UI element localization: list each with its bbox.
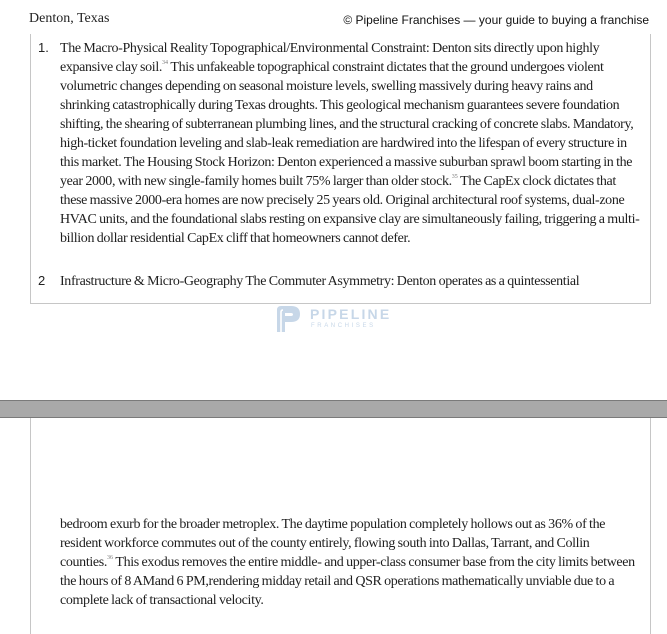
- list-number: 1.: [38, 40, 49, 55]
- logo-wordmark: PIPELINE: [310, 306, 392, 322]
- footnote-ref: 36: [107, 555, 114, 561]
- footnote-ref: 35: [451, 174, 458, 180]
- copyright-banner: © Pipeline Franchises — your guide to buying a franchise: [343, 13, 649, 27]
- paragraph-text: This exodus removes the entire middle- and upper-class consumer base from the city limits between the hours of 8 AMand 6 PM,rendering midday retail and QSR operations mathematically unviable due to a complete lack of transactional velocity.: [60, 555, 635, 608]
- paragraph-text: bedroom exurb for the broader metroplex. The daytime population completely hollows out as 36% of the resident workforce commutes out of the county entirely, flowing south into Dallas, Tarrant, and Collin counties.: [60, 517, 606, 570]
- item-text: This unfakeable topographical constraint dictates that the ground undergoes violent volumetric changes depending on seasonal moisture levels, swelling massively during heavy rains and shrinking catastrophically during Texas droughts. This geological mechanism guarantees severe foundation shifting, the shearing of subterranean plumbing lines, and the structural cracking of concrete slabs. Mandatory, high-ticket foundation leveling and slab-leak remediation are hardwired into the lifespan of every structure in this market. The Housing Stock Horizon: Denton experienced a massive suburban sprawl boom starting in the year 2000, with new single-family homes built 75% larger than older stock.: [60, 60, 634, 189]
- list-number: 2: [38, 273, 46, 288]
- continued-paragraph: [60, 515, 644, 610]
- pipeline-logo-icon: [274, 304, 304, 334]
- item-text: The CapEx clock dictates that these massive 2000-era homes are now precisely 25 years old. Original architectural roof systems, dual-zone HVAC units, and the foundational slabs resting on expansive clay are simultaneously failing, triggering a multi-billion dollar residential CapEx cliff that homeowners cannot defer.: [60, 174, 640, 246]
- list-item: [60, 39, 644, 248]
- item-text: The Macro-Physical Reality Topographical/Environmental Constraint: Denton sits directly upon highly expansive clay soil.: [60, 41, 600, 75]
- page-separator: [0, 400, 667, 418]
- document-page-bottom: [0, 418, 667, 634]
- document-title: Denton, Texas: [29, 11, 110, 26]
- list-item: Infrastructure & Micro-Geography The Commuter Asymmetry: Denton operates as a quintessential: [60, 274, 580, 289]
- footnote-ref: 34: [162, 60, 169, 66]
- pipeline-logo: [274, 304, 396, 334]
- logo-subtitle: FRANCHISES: [311, 323, 376, 329]
